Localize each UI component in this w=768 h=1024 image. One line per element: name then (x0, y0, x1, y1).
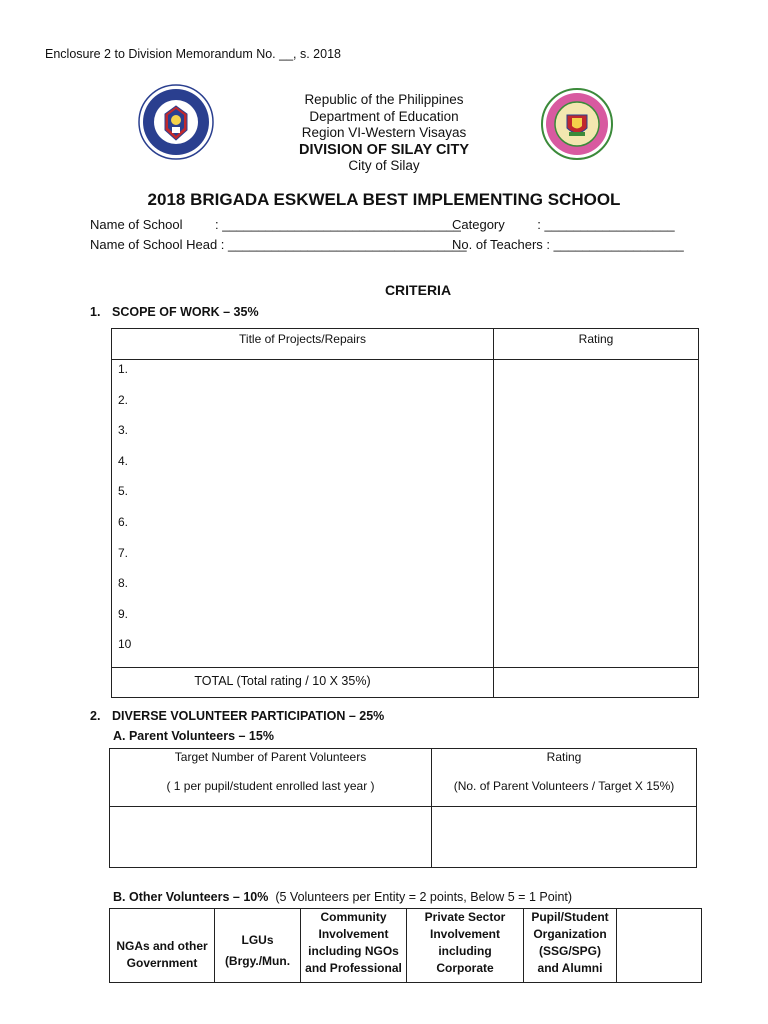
list-item: 10 (118, 637, 132, 652)
scope-of-work-table (111, 328, 699, 698)
header-lines (0, 92, 768, 175)
header-line: Pupil/Student (531, 910, 609, 924)
header-line: and Professional (305, 961, 402, 975)
name-of-school-field: Name of School : _________________________________ (90, 217, 461, 232)
other-volunteers-title: B. Other Volunteers – 10% (113, 890, 269, 904)
header-line: Involvement (318, 927, 389, 941)
header-region: Region VI-Western Visayas (301, 125, 467, 140)
project-list-cell (112, 360, 494, 668)
enclosure-reference: Enclosure 2 to Division Memorandum No. __, s. 2018 (45, 47, 341, 61)
column-header-private-sector (407, 909, 524, 983)
rating-header: Rating (546, 750, 582, 764)
document-title: 2018 BRIGADA ESKWELA BEST IMPLEMENTING SCHOOL (147, 190, 621, 209)
list-item: 5. (118, 484, 129, 499)
list-item: 2. (118, 392, 129, 407)
header-line: Private Sector (424, 910, 506, 924)
column-header-ngas (110, 909, 215, 983)
category-field: Category : __________________ (452, 217, 675, 232)
target-header: Target Number of Parent Volunteers (174, 750, 367, 764)
other-volunteers-table (109, 908, 702, 983)
rating-cell (494, 360, 699, 668)
teachers-field: No. of Teachers : __________________ (452, 237, 684, 252)
section-2-number: 2. (90, 709, 101, 723)
header-line: (SSG/SPG) (538, 944, 601, 958)
header-line: Corporate (436, 961, 494, 975)
header-line: (Brgy./Mun. (224, 954, 291, 968)
total-row-label: TOTAL (Total rating / 10 X 35%) (112, 667, 494, 697)
column-header-projects: Title of Projects/Repairs (112, 329, 494, 360)
header-city: City of Silay (348, 158, 420, 173)
parent-volunteers-table (109, 748, 697, 868)
column-header-student-org (524, 909, 617, 983)
other-volunteers-note: (5 Volunteers per Entity = 2 points, Below 5 = 1 Point) (275, 890, 573, 904)
column-header-community (301, 909, 407, 983)
section-2-title: DIVERSE VOLUNTEER PARTICIPATION – 25% (112, 709, 385, 723)
header-line: and Alumni (537, 961, 603, 975)
section-2-heading (90, 709, 384, 723)
column-header-blank (617, 909, 702, 983)
section-1-number: 1. (90, 305, 101, 319)
header-line: including (438, 944, 492, 958)
header-line: including NGOs (308, 944, 399, 958)
column-header-lgus (215, 909, 301, 983)
division-seal-logo (541, 88, 613, 160)
rating-header-cell (432, 749, 697, 807)
total-rating-cell (494, 667, 699, 697)
header-line: Community (320, 910, 387, 924)
school-head-field: Name of School Head : _________________________________ (90, 237, 467, 252)
list-item: 7. (118, 545, 129, 560)
header-division: DIVISION OF SILAY CITY (298, 141, 469, 158)
list-item: 6. (118, 514, 129, 529)
list-item: 8. (118, 576, 129, 591)
header-line: Government (126, 956, 198, 970)
header-department: Department of Education (309, 108, 459, 124)
header-line: LGUs (241, 933, 274, 947)
header-line: Organization (533, 927, 607, 941)
criteria-heading: CRITERIA (384, 282, 452, 298)
header-line: NGAs and other (116, 939, 208, 953)
target-header-cell (110, 749, 432, 807)
header-line: Involvement (429, 927, 501, 941)
other-volunteers-heading (113, 890, 572, 904)
target-value-cell (110, 807, 432, 868)
target-note: ( 1 per pupil/student enrolled last year ) (166, 779, 375, 793)
rating-value-cell (432, 807, 697, 868)
header-country: Republic of the Philippines (304, 92, 464, 107)
section-1-title: SCOPE OF WORK – 35% (112, 305, 259, 319)
rating-note: (No. of Parent Volunteers / Target X 15%) (453, 779, 675, 793)
list-item: 3. (118, 423, 129, 438)
list-item: 9. (118, 606, 129, 621)
list-item: 1. (118, 362, 129, 376)
section-1-heading (90, 305, 259, 319)
parent-volunteers-heading: A. Parent Volunteers – 15% (113, 729, 274, 743)
list-item: 4. (118, 453, 129, 468)
column-header-rating: Rating (494, 329, 699, 360)
